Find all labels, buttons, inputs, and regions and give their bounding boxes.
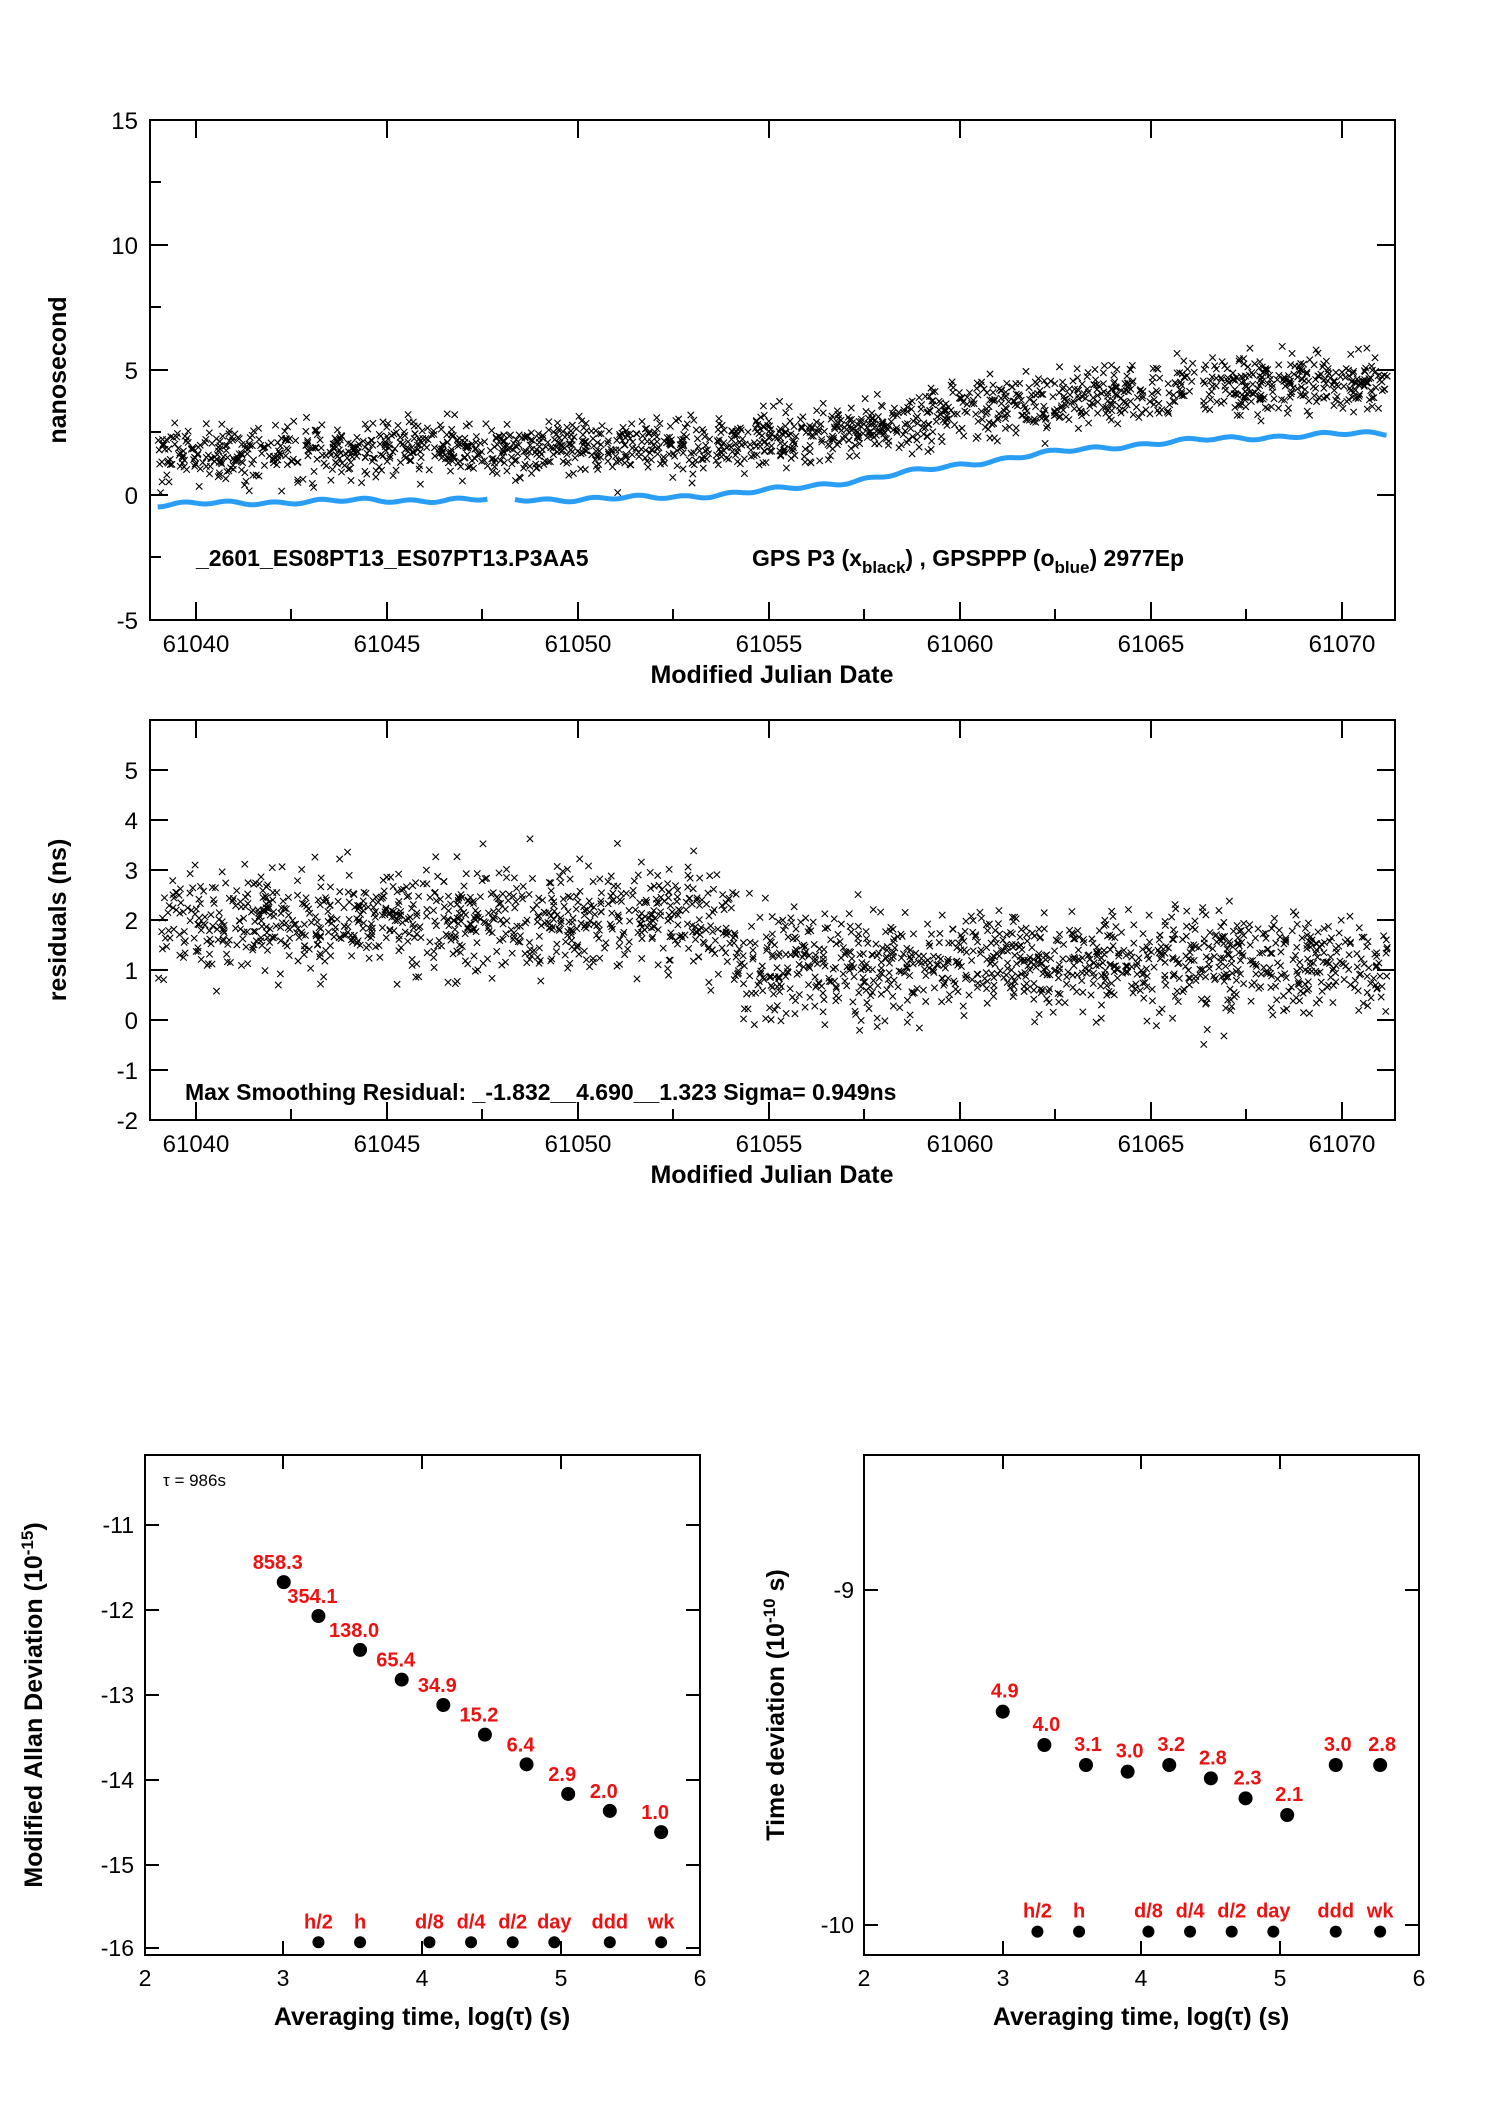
top-annotation-left: _2601_ES08PT13_ES07PT13.P3AA5 bbox=[196, 545, 589, 571]
tdev-point-label: 3.1 bbox=[1074, 1734, 1102, 1756]
svg-text:-9: -9 bbox=[833, 1577, 854, 1603]
svg-text:15: 15 bbox=[111, 108, 138, 135]
tdev-point-label: 4.9 bbox=[990, 1680, 1019, 1703]
madev-point bbox=[520, 1757, 534, 1771]
madev-ylabel-tail: ) bbox=[20, 1522, 48, 1531]
madev-point bbox=[353, 1643, 367, 1657]
tdev-point bbox=[1204, 1771, 1218, 1785]
svg-text:-1: -1 bbox=[116, 1058, 138, 1085]
madev-point bbox=[478, 1728, 492, 1742]
tdev-point-label: 4.0 bbox=[1032, 1714, 1061, 1736]
svg-text:4: 4 bbox=[1134, 1965, 1148, 1991]
middle-yaxis-label: residuals (ns) bbox=[44, 838, 72, 1002]
madev-xaxis-label: Averaging time, log(τ) (s) bbox=[273, 2003, 571, 2031]
madev-point-label: 6.4 bbox=[506, 1734, 535, 1757]
svg-text:4: 4 bbox=[415, 1965, 429, 1991]
madev-svg bbox=[0, 1400, 744, 2105]
madev-point bbox=[311, 1609, 325, 1623]
svg-text:10: 10 bbox=[111, 233, 138, 260]
madev-tau-label: d/4 bbox=[456, 1911, 486, 1934]
tdev-tau-marker bbox=[1184, 1926, 1196, 1938]
x-axis-tick-labels bbox=[163, 631, 1376, 658]
middle-xaxis-label: Modified Julian Date bbox=[650, 1161, 894, 1189]
tdev-point bbox=[1373, 1758, 1387, 1772]
svg-text:1: 1 bbox=[124, 958, 138, 985]
tdev-tau-marker bbox=[1330, 1926, 1342, 1938]
tdev-tau-label: ddd bbox=[1317, 1900, 1355, 1923]
tdev-tau-marker bbox=[1031, 1926, 1043, 1938]
middle-residuals-svg bbox=[0, 700, 1488, 1400]
svg-text:-14: -14 bbox=[100, 1767, 134, 1793]
tdev-ylabel-tail: s) bbox=[762, 1569, 790, 1599]
tau-note: τ = 986s bbox=[163, 1471, 226, 1490]
y-axis-tick-labels bbox=[111, 108, 138, 635]
svg-text:61065: 61065 bbox=[1117, 1131, 1185, 1158]
svg-text:61040: 61040 bbox=[162, 1131, 230, 1158]
madev-tau-marker bbox=[423, 1936, 435, 1948]
tdev-point-label: 2.3 bbox=[1233, 1767, 1262, 1790]
madev-point-label: 34.9 bbox=[417, 1675, 457, 1697]
tdev-ylabel-sup: -10 bbox=[760, 1598, 779, 1624]
tdev-tau-label: wk bbox=[1366, 1900, 1394, 1923]
madev-tau-marker bbox=[655, 1936, 667, 1948]
tdev-tau-label: h bbox=[1072, 1900, 1086, 1923]
svg-text:6: 6 bbox=[1412, 1965, 1426, 1991]
tdev-point bbox=[1079, 1758, 1093, 1772]
y-axis-tick-labels bbox=[821, 1577, 854, 1938]
madev-point bbox=[436, 1698, 450, 1712]
annot-part-b: ) , GPSPPP (o bbox=[905, 545, 1055, 571]
y-axis-tick-labels bbox=[117, 758, 138, 1135]
svg-text:-2: -2 bbox=[116, 1108, 138, 1135]
svg-text:0: 0 bbox=[124, 483, 138, 510]
tdev-point bbox=[1329, 1758, 1343, 1772]
tdev-tau-label: d/2 bbox=[1217, 1900, 1247, 1923]
svg-text:5: 5 bbox=[554, 1965, 568, 1991]
svg-text:3: 3 bbox=[996, 1965, 1010, 1991]
madev-point-label: 1.0 bbox=[641, 1802, 670, 1825]
x-axis-tick-labels bbox=[858, 1965, 1426, 1991]
tdev-point bbox=[1162, 1758, 1176, 1772]
middle-annotation: Max Smoothing Residual: _-1.832__4.690__1.323 Sigma= 0.949ns bbox=[185, 1079, 897, 1105]
svg-text:61055: 61055 bbox=[735, 631, 803, 658]
madev-point-label: 138.0 bbox=[329, 1619, 380, 1642]
madev-tau-marker bbox=[312, 1936, 324, 1948]
svg-text:2: 2 bbox=[124, 908, 138, 935]
svg-text:2: 2 bbox=[857, 1965, 871, 1991]
tdev-point-label: 3.2 bbox=[1157, 1734, 1186, 1756]
madev-tau-label: day bbox=[537, 1911, 572, 1934]
tdev-tau-label: d/8 bbox=[1133, 1900, 1163, 1923]
madev-point-label: 65.4 bbox=[376, 1649, 416, 1672]
plot-frame bbox=[145, 1455, 700, 1955]
svg-text:-13: -13 bbox=[100, 1682, 134, 1708]
top-xaxis-label: Modified Julian Date bbox=[650, 661, 894, 689]
madev-tau-label: h/2 bbox=[303, 1911, 333, 1934]
tdev-point-label: 3.0 bbox=[1115, 1740, 1144, 1763]
middle-residuals-panel bbox=[0, 700, 1488, 1400]
y-axis-tick-labels bbox=[101, 1512, 134, 1961]
svg-text:61060: 61060 bbox=[926, 1131, 994, 1158]
svg-text:61060: 61060 bbox=[926, 631, 994, 658]
svg-text:-16: -16 bbox=[100, 1935, 134, 1961]
madev-tau-label: d/8 bbox=[414, 1911, 444, 1934]
madev-ylabel-main: Modified Allan Deviation (10 bbox=[20, 1555, 48, 1888]
madev-tau-marker bbox=[604, 1936, 616, 1948]
bottom-left-madev-panel bbox=[0, 1400, 744, 2105]
svg-text:5: 5 bbox=[1273, 1965, 1287, 1991]
svg-text:61065: 61065 bbox=[1117, 631, 1185, 658]
madev-point bbox=[561, 1787, 575, 1801]
tdev-tau-marker bbox=[1267, 1926, 1279, 1938]
svg-text:-10: -10 bbox=[820, 1912, 854, 1938]
madev-point-label: 858.3 bbox=[252, 1552, 303, 1575]
annot-part-a: GPS P3 (x bbox=[752, 545, 862, 571]
svg-text:61050: 61050 bbox=[544, 631, 612, 658]
svg-text:61070: 61070 bbox=[1308, 631, 1376, 658]
top-timeseries-panel bbox=[0, 0, 1488, 700]
tdev-xaxis-label: Averaging time, log(τ) (s) bbox=[992, 2003, 1290, 2031]
madev-tau-label: d/2 bbox=[498, 1911, 528, 1934]
madev-tau-label: ddd bbox=[591, 1911, 629, 1934]
annot-sub-black: black bbox=[861, 558, 906, 577]
tdev-point bbox=[1121, 1765, 1135, 1779]
tdev-point-label: 3.0 bbox=[1323, 1734, 1352, 1756]
madev-point-label: 2.0 bbox=[589, 1780, 618, 1803]
tdev-point-label: 2.1 bbox=[1275, 1784, 1304, 1806]
tdev-tau-label: d/4 bbox=[1175, 1900, 1205, 1923]
svg-text:5: 5 bbox=[124, 358, 138, 385]
tdev-point-label: 2.8 bbox=[1368, 1734, 1397, 1756]
svg-text:4: 4 bbox=[124, 808, 138, 835]
tdev-point bbox=[1037, 1738, 1051, 1752]
svg-text:5: 5 bbox=[124, 758, 138, 785]
x-axis-tick-labels bbox=[139, 1965, 707, 1991]
tdev-tau-marker bbox=[1374, 1926, 1386, 1938]
svg-text:-12: -12 bbox=[100, 1597, 134, 1623]
svg-text:2: 2 bbox=[138, 1965, 152, 1991]
svg-text:3: 3 bbox=[124, 858, 138, 885]
svg-text:61045: 61045 bbox=[353, 631, 421, 658]
madev-tau-marker bbox=[354, 1936, 366, 1948]
tdev-svg bbox=[744, 1400, 1488, 2105]
svg-text:61050: 61050 bbox=[544, 1131, 612, 1158]
madev-point-label: 354.1 bbox=[287, 1586, 338, 1609]
tdev-tau-label: h/2 bbox=[1022, 1900, 1052, 1923]
svg-text:-11: -11 bbox=[102, 1512, 134, 1538]
svg-text:6: 6 bbox=[693, 1965, 707, 1991]
madev-point-label: 2.9 bbox=[548, 1763, 577, 1786]
top-timeseries-svg bbox=[0, 0, 1488, 700]
annot-sub-blue: blue bbox=[1054, 558, 1090, 577]
tdev-point bbox=[1280, 1808, 1294, 1822]
tdev-tau-marker bbox=[1142, 1926, 1154, 1938]
tdev-point bbox=[996, 1705, 1010, 1719]
svg-text:61070: 61070 bbox=[1308, 1131, 1376, 1158]
svg-text:3: 3 bbox=[276, 1965, 290, 1991]
madev-tau-marker bbox=[465, 1936, 477, 1948]
annot-part-c: ) 2977Ep bbox=[1089, 545, 1185, 571]
svg-text:61040: 61040 bbox=[162, 631, 230, 658]
top-yaxis-label: nanosecond bbox=[44, 296, 72, 444]
tdev-yaxis-label bbox=[760, 1569, 790, 1840]
madev-tau-label: h bbox=[353, 1911, 367, 1934]
svg-text:61045: 61045 bbox=[353, 1131, 421, 1158]
madev-tau-marker bbox=[548, 1936, 560, 1948]
tdev-tau-marker bbox=[1073, 1926, 1085, 1938]
madev-tau-label: wk bbox=[647, 1911, 675, 1934]
madev-point-label: 15.2 bbox=[459, 1704, 499, 1727]
x-axis-tick-labels bbox=[163, 1131, 1376, 1158]
svg-text:-15: -15 bbox=[100, 1852, 134, 1878]
madev-point bbox=[395, 1673, 409, 1687]
tdev-ylabel-main: Time deviation (10 bbox=[762, 1623, 790, 1841]
svg-text:-5: -5 bbox=[116, 608, 138, 635]
svg-text:0: 0 bbox=[124, 1008, 138, 1035]
madev-point bbox=[603, 1804, 617, 1818]
tdev-tau-label: day bbox=[1256, 1900, 1291, 1923]
tdev-point bbox=[1239, 1791, 1253, 1805]
madev-yaxis-label bbox=[18, 1522, 48, 1887]
tdev-point-label: 2.8 bbox=[1198, 1747, 1227, 1770]
tdev-tau-marker bbox=[1226, 1926, 1238, 1938]
madev-tau-marker bbox=[507, 1936, 519, 1948]
plot-frame bbox=[864, 1455, 1419, 1955]
madev-ylabel-sup: -15 bbox=[18, 1530, 37, 1556]
bottom-right-tdev-panel bbox=[744, 1400, 1488, 2105]
svg-text:61055: 61055 bbox=[735, 1131, 803, 1158]
madev-point bbox=[654, 1825, 668, 1839]
